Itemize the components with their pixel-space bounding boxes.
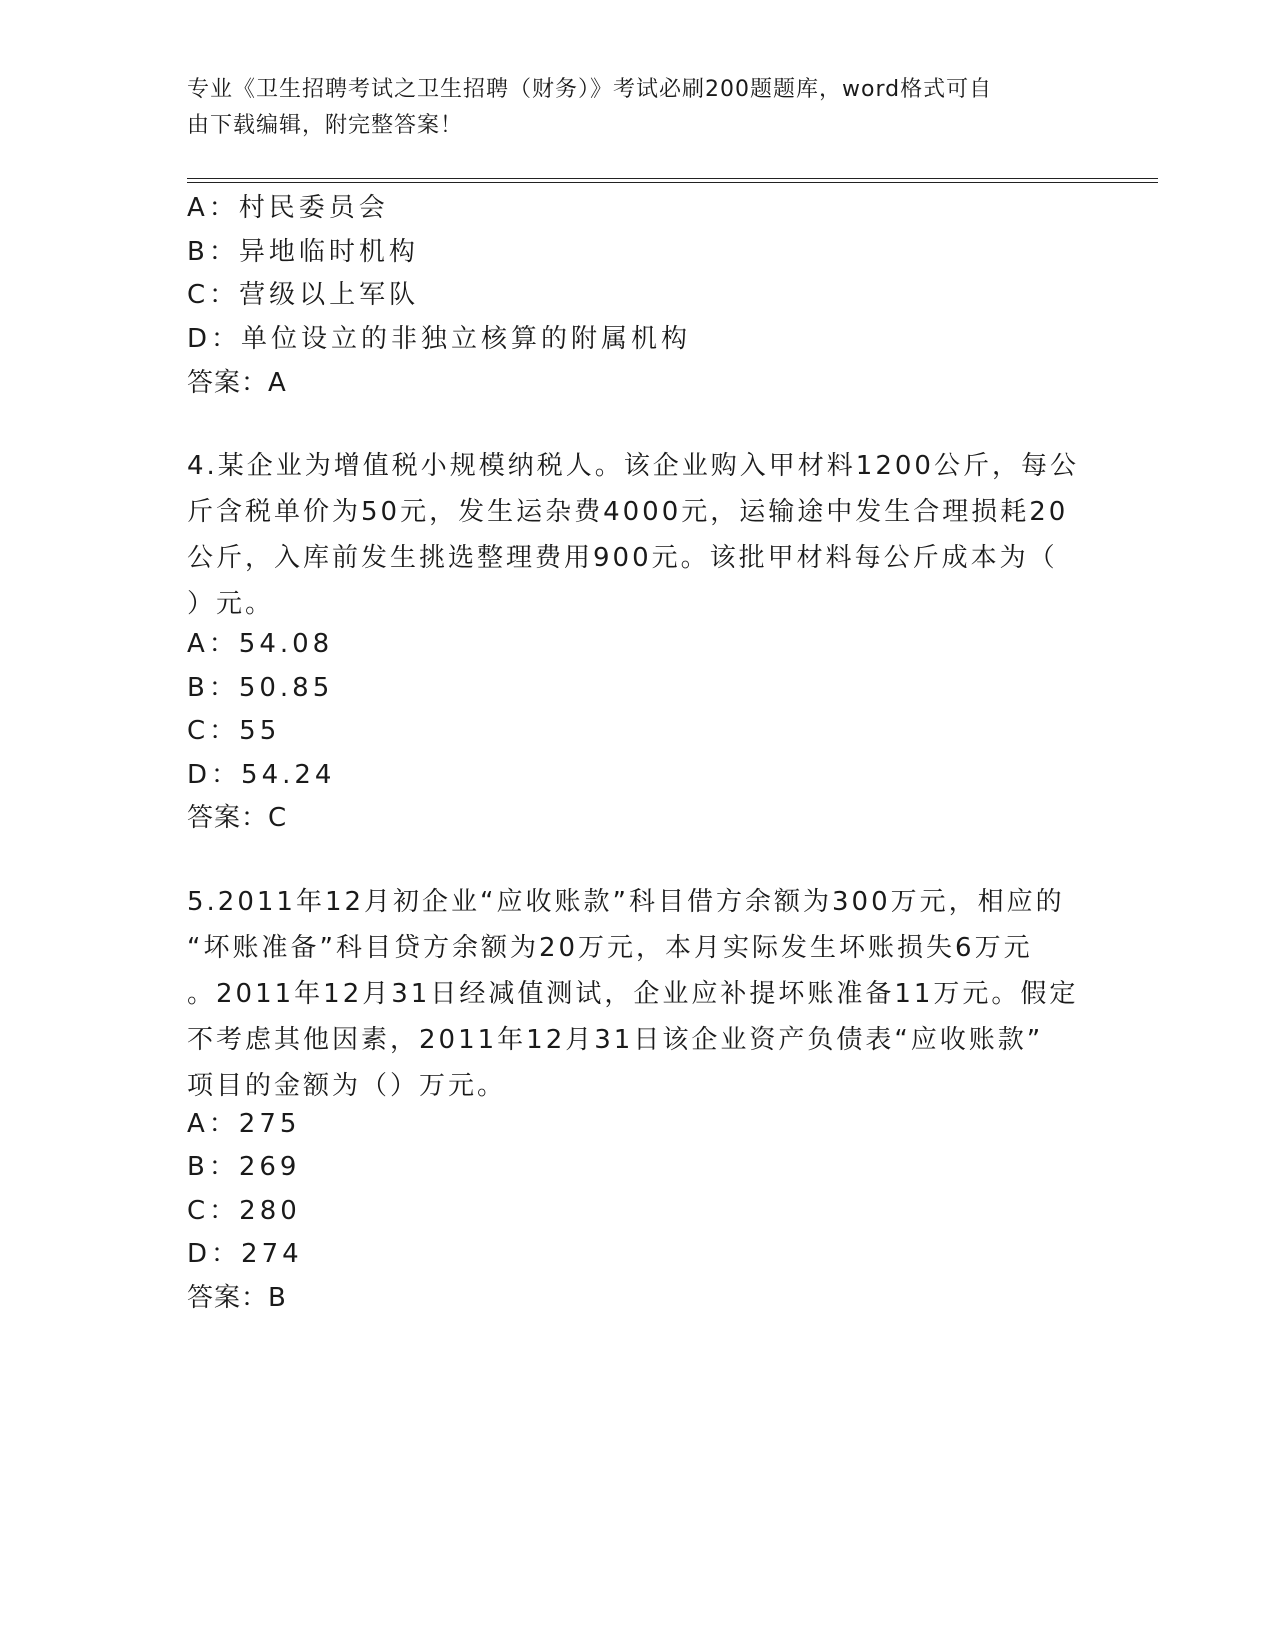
q4-answer: 答案：C <box>187 803 288 833</box>
q4-stem-line: 斤含税单价为50元，发生运杂费4000元，运输途中发生合理损耗20 <box>187 497 1069 527</box>
q4-option-a: A：54.08 <box>187 629 334 659</box>
q4-stem-line: 公斤，入库前发生挑选整理费用900元。该批甲材料每公斤成本为（ <box>187 543 1058 573</box>
q5-stem-line: “坏账准备”科目贷方余额为20万元，本月实际发生坏账损失6万元 <box>187 933 1033 963</box>
q5-stem <box>187 879 1087 1109</box>
q5-answer: 答案：B <box>187 1283 287 1313</box>
q5-option-c: C：280 <box>187 1196 301 1226</box>
q4-stem-line: ）元。 <box>187 589 275 619</box>
document-header <box>187 72 1087 144</box>
q4-option-c: C：55 <box>187 716 281 746</box>
q4-stem-line: 4.某企业为增值税小规模纳税人。该企业购入甲材料1200公斤，每公 <box>187 451 1079 481</box>
q3-option-c: C：营级以上军队 <box>187 280 420 310</box>
q5-stem-line: 。2011年12月31日经减值测试，企业应补提坏账准备11万元。假定 <box>187 979 1079 1009</box>
header-rule-bottom <box>187 182 1158 183</box>
q5-stem-line: 5.2011年12月初企业“应收账款”科目借方余额为300万元，相应的 <box>187 887 1065 917</box>
header-rule-top <box>187 178 1158 179</box>
q5-stem-line: 项目的金额为（）万元。 <box>187 1071 507 1101</box>
q5-option-d: D：274 <box>187 1239 303 1269</box>
header-line-1: 专业《卫生招聘考试之卫生招聘（财务）》考试必刷200题题库，word格式可自 <box>187 77 993 102</box>
header-line-2: 由下载编辑，附完整答案！ <box>187 113 464 138</box>
q3-option-d: D：单位设立的非独立核算的附属机构 <box>187 324 692 354</box>
q4-stem <box>187 443 1087 627</box>
q5-option-b: B：269 <box>187 1152 301 1182</box>
q3-option-a: A：村民委员会 <box>187 193 389 223</box>
q3-option-b: B：异地临时机构 <box>187 237 419 267</box>
q4-option-b: B：50.85 <box>187 673 334 703</box>
q3-answer: 答案：A <box>187 368 287 398</box>
q5-stem-line: 不考虑其他因素，2011年12月31日该企业资产负债表“应收账款” <box>187 1025 1044 1055</box>
q5-option-a: A：275 <box>187 1109 301 1139</box>
q4-option-d: D：54.24 <box>187 760 336 790</box>
